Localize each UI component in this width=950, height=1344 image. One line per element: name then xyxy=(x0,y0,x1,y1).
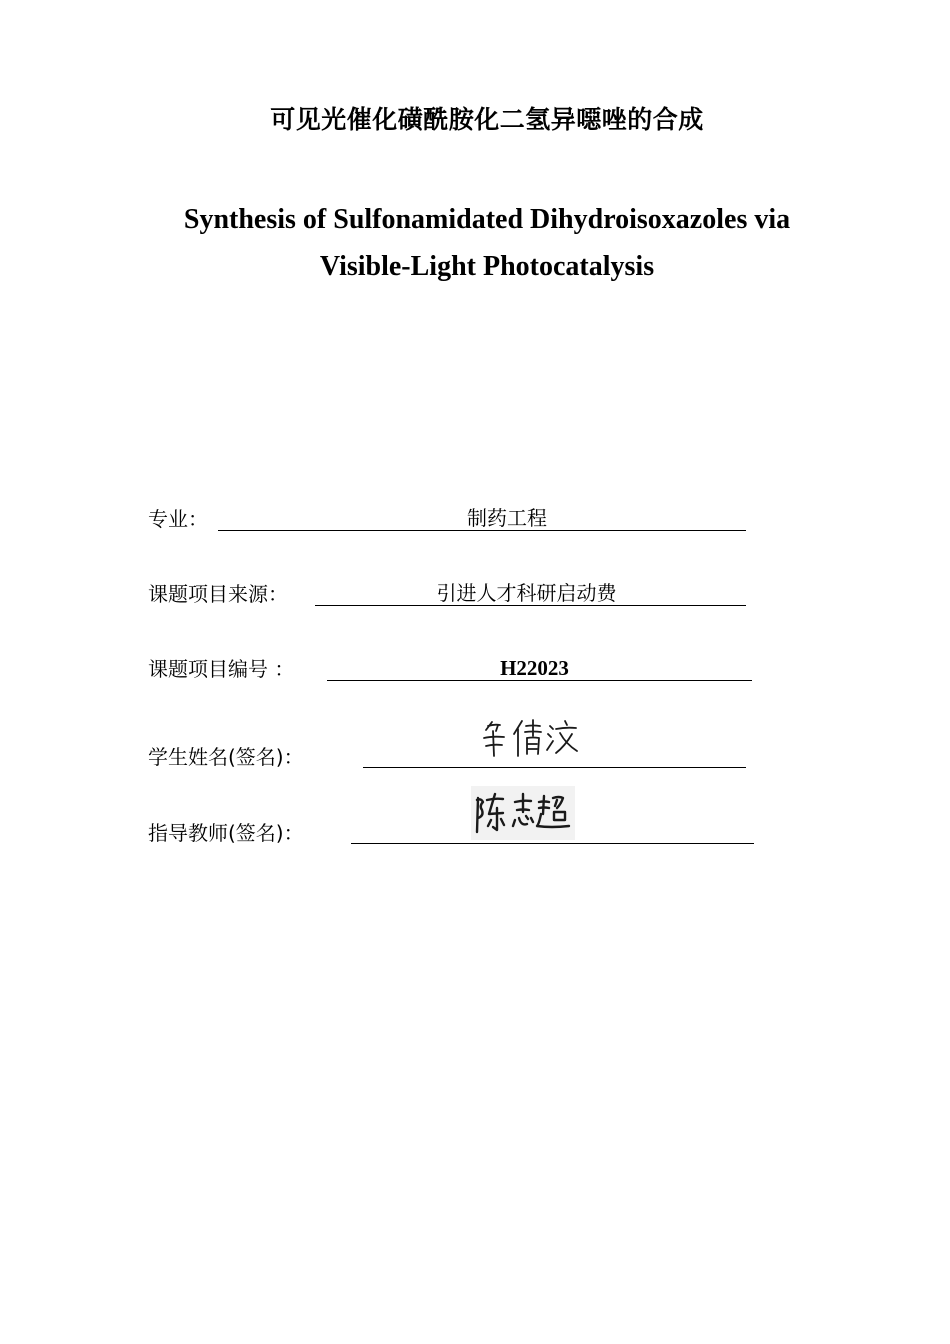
project-number-value: H22023 xyxy=(500,656,569,680)
major-label: 专业： xyxy=(148,507,208,531)
student-signature-label: 学生姓名(签名)： xyxy=(148,745,304,769)
chinese-title: 可见光催化磺酰胺化二氢异噁唑的合成 xyxy=(270,105,704,134)
project-source-label: 课题项目来源： xyxy=(148,582,288,606)
major-value: 制药工程 xyxy=(467,506,547,530)
project-number-label: 课题项目编号 ： xyxy=(148,657,295,681)
advisor-signature-label: 指导教师(签名)： xyxy=(148,821,304,845)
student-handwritten-signature xyxy=(478,716,582,760)
english-title xyxy=(0,196,950,290)
advisor-handwritten-signature xyxy=(471,786,575,840)
english-title-line-1: Synthesis of Sulfonamidated Dihydroisoxazoles via xyxy=(183,204,791,235)
project-source-value: 引进人才科研启动费 xyxy=(436,581,617,605)
english-title-line-2: Visible-Light Photocatalysis xyxy=(319,251,655,282)
